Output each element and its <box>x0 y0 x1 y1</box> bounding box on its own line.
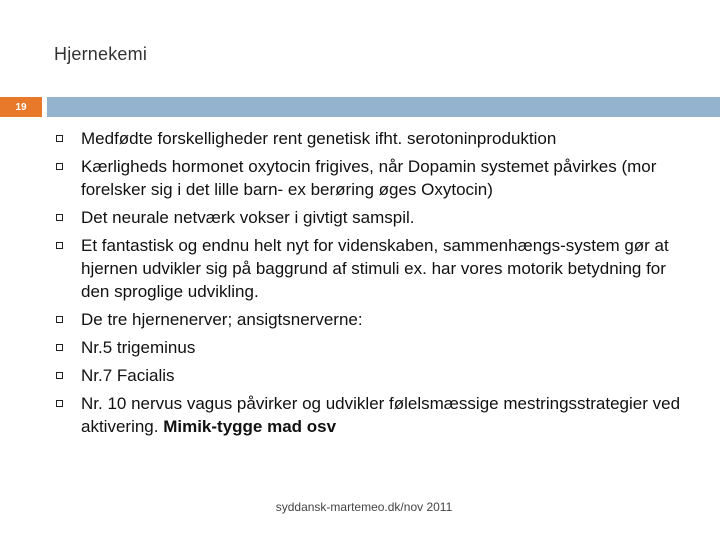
bullet-text: Nr.5 trigeminus <box>81 338 196 357</box>
bullet-item <box>54 155 694 201</box>
bullet-list <box>54 127 694 443</box>
square-bullet-icon <box>56 214 63 221</box>
bullet-item <box>54 336 694 359</box>
bullet-item <box>54 392 694 438</box>
bullet-item <box>54 206 694 229</box>
square-bullet-icon <box>56 242 63 249</box>
footer-text: syddansk-martemeo.dk/nov 2011 <box>275 500 453 514</box>
bullet-text: Nr. 10 nervus vagus påvirker og udvikler følelsmæssige mestringsstrategier ved aktivering. <box>81 394 681 436</box>
square-bullet-icon <box>56 344 63 351</box>
slide-number-badge: 19 <box>0 97 42 117</box>
bullet-item <box>54 234 694 303</box>
bullet-item <box>54 364 694 387</box>
bullet-text: Et fantastisk og endnu helt nyt for videnskaben, sammenhængs-system gør at hjernen udvikler sig på baggrund af stimuli ex. har vores motorik betydning for den sproglige udvikling. <box>81 236 669 301</box>
square-bullet-icon <box>56 316 63 323</box>
bullet-text: Det neurale netværk vokser i givtigt samspil. <box>81 208 415 227</box>
square-bullet-icon <box>56 163 63 170</box>
square-bullet-icon <box>56 372 63 379</box>
bullet-text: De tre hjernenerver; ansigtsnerverne: <box>81 310 363 329</box>
slide-footer <box>0 500 720 514</box>
bullet-text: Nr.7 Facialis <box>81 366 175 385</box>
square-bullet-icon <box>56 135 63 142</box>
slide-title: Hjernekemi <box>54 44 148 64</box>
bullet-text: Kærligheds hormonet oxytocin frigives, når Dopamin systemet påvirkes (mor forelsker sig i det lille barn- ex berøring øges Oxytocin) <box>81 157 657 199</box>
bullet-item <box>54 127 694 150</box>
header-rule <box>47 97 720 117</box>
bullet-item <box>54 308 694 331</box>
bullet-text: Medfødte forskelligheder rent genetisk ifht. serotoninproduktion <box>81 129 557 148</box>
square-bullet-icon <box>56 400 63 407</box>
bullet-bold-text: Mimik-tygge mad osv <box>163 417 337 436</box>
